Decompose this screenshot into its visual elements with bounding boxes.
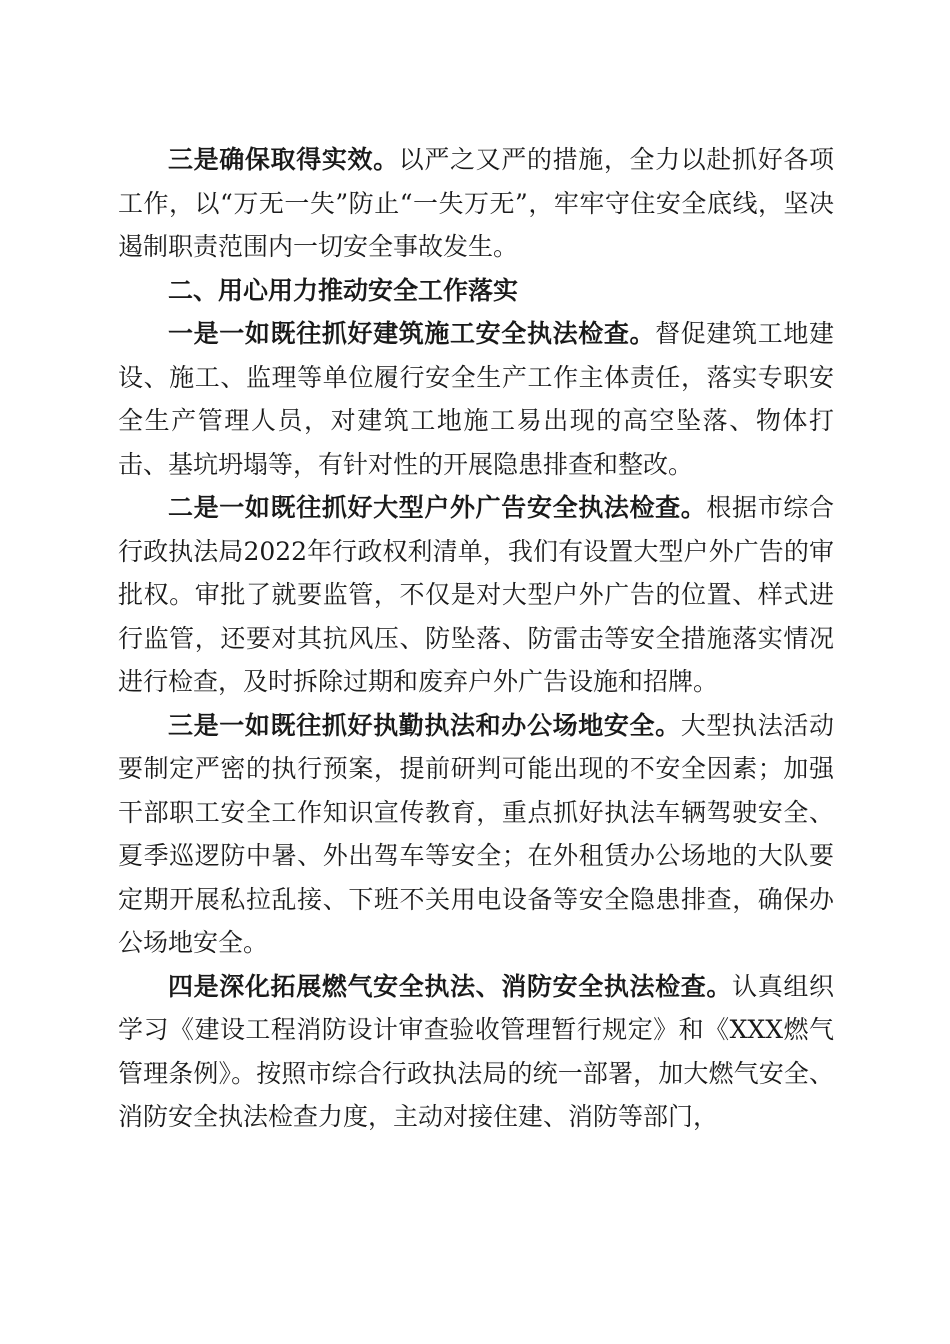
document-body bbox=[118, 138, 834, 1139]
paragraph-lead: 三是一如既往抓好执勤执法和办公场地安全。 bbox=[168, 710, 681, 740]
paragraph-text: 大型执法活动要制定严密的执行预案，提前研判可能出现的不安全因素；加强干部职工安全工作知识宣传教育，重点抓好执法车辆驾驶安全、夏季巡逻防中暑、外出驾车等安全；在外租赁办公场地的大队要定期开展私拉乱接、下班不关用电设备等安全隐患排查，确保办公场地安全。 bbox=[118, 710, 834, 957]
paragraph-lead: 一是一如既往抓好建筑施工安全执法检查。 bbox=[168, 319, 656, 348]
paragraph-text: 根据市综合行政执法局2022年行政权利清单，我们有设置大型户外广告的审批权。审批了就要监管，不仅是对大型户外广告的位置、样式进行监管，还要对其抗风压、防坠落、防雷击等安全措施落实情况进行检查，及时拆除过期和废弃户外广告设施和招牌。 bbox=[118, 493, 834, 696]
paragraph-text: 认真组织学习《建设工程消防设计审查验收管理暂行规定》和《XXX燃气管理条例》。按照市综合行政执法局的统一部署，加大燃气安全、消防安全执法检查力度，主动对接住建、消防等部门， bbox=[118, 971, 834, 1131]
paragraph-office-safety bbox=[118, 704, 834, 965]
paragraph-lead: 二是一如既往抓好大型户外广告安全执法检查。 bbox=[168, 493, 707, 522]
paragraph-lead: 三是确保取得实效。 bbox=[168, 145, 399, 174]
paragraph-text: 以严之又严的措施，全力以赴抓好各项工作，以“万无一失”防止“一失万无”，牢牢守住安全底线，坚决遏制职责范围内一切安全事故发生。 bbox=[118, 145, 834, 261]
paragraph-construction-safety bbox=[118, 312, 834, 486]
paragraph-text: 督促建筑工地建设、施工、监理等单位履行安全生产工作主体责任，落实专职安全生产管理人员，对建筑工地施工易出现的高空坠落、物体打击、基坑坍塌等，有针对性的开展隐患排查和整改。 bbox=[118, 319, 834, 479]
paragraph-outdoor-advertising bbox=[118, 486, 834, 704]
paragraph-effectiveness bbox=[118, 138, 834, 269]
section-heading: 二、用心用力推动安全工作落实 bbox=[168, 275, 519, 305]
paragraph-gas-fire-safety bbox=[118, 965, 834, 1139]
paragraph-lead: 四是深化拓展燃气安全执法、消防安全执法检查。 bbox=[168, 971, 733, 1001]
